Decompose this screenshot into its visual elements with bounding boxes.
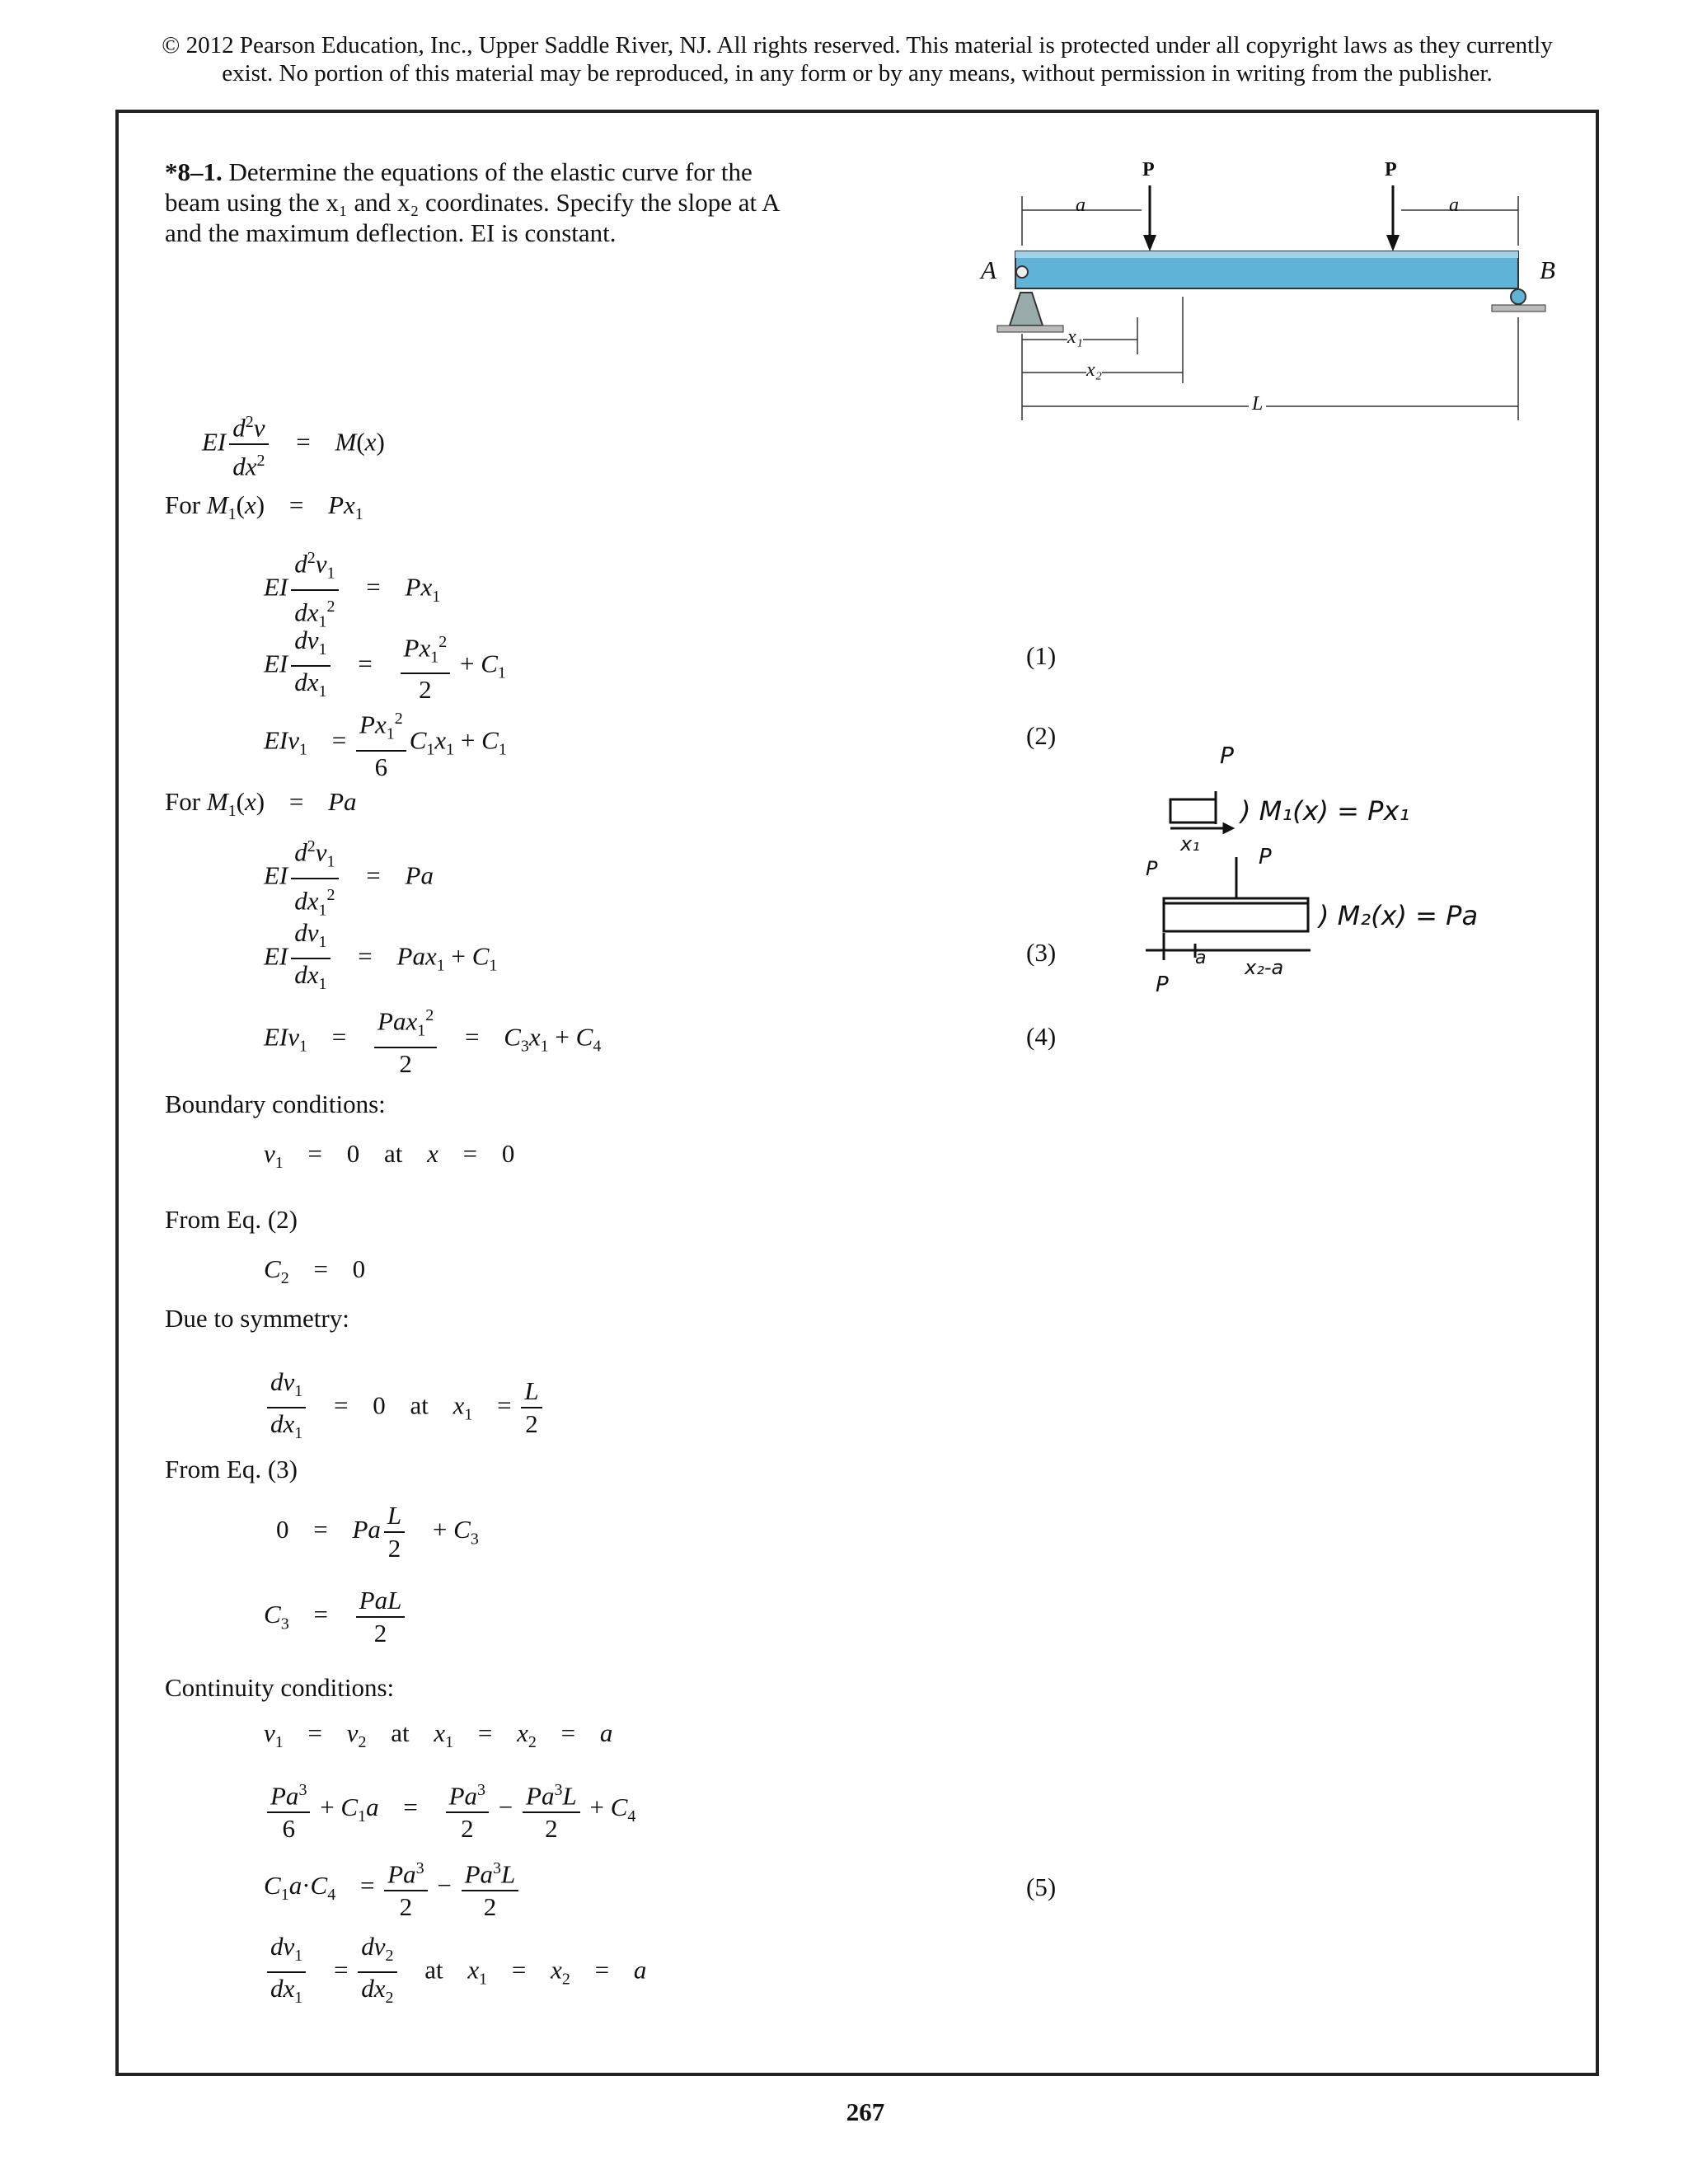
- eq-c1a-c4: $C_1a\cdot C_4$ = $\frac{Pa^3}{2}$ − $\frac{Pa^3L}{2}$: [264, 1854, 522, 1921]
- eq-c3: $C_3$ = $\frac{\text{PaL}}{2}$: [264, 1586, 408, 1647]
- at-word: at: [384, 1139, 403, 1168]
- label-a-right: a: [1449, 194, 1459, 216]
- label-x2: x₂: [1086, 359, 1102, 381]
- copyright-notice: [115, 31, 1599, 87]
- sketch-p-left: P: [1146, 857, 1158, 880]
- sketch-p-mid: P: [1259, 845, 1272, 869]
- eq-number-1: (1): [1026, 641, 1057, 670]
- eq-m2-slope: EI $\frac{dv_1}{dx_1}$ = $Pax_1 + C_1$: [264, 918, 498, 994]
- copyright-line-1: © 2012 Pearson Education, Inc., Upper Saddle River, NJ. All rights reserved. This material is protected under all copyright laws as they currently: [162, 32, 1553, 59]
- from-eq2-heading: From Eq. (2): [165, 1205, 298, 1234]
- sketch-m1: ) M₁(x) = Px₁: [1240, 795, 1410, 827]
- at-word: at: [424, 1955, 443, 1985]
- label-p-left: P: [1142, 159, 1155, 180]
- sketch-x1: x₁: [1180, 832, 1200, 855]
- eq-m1-deflection: EIv$_1$ = $\frac{Px_1^2}{6}$ $C_1x_1 + C_1$: [264, 705, 507, 781]
- label-b-support: B: [1540, 255, 1555, 284]
- eq-slope-continuity: $\frac{dv_1}{dx_1}$ = $\frac{dv_2}{dx_2}$ at $x_1 = x_2 = a$: [264, 1933, 646, 2012]
- for-label-2: For: [165, 787, 201, 816]
- eq-number-4: (4): [1026, 1022, 1057, 1051]
- eq-number-3: (3): [1026, 938, 1057, 967]
- load-arrow-right: [1386, 235, 1400, 251]
- load-arrow-left: [1143, 235, 1156, 251]
- eq-m2-deflection: EIv$_1$ = $\frac{Pax_1^2}{2}$ = $C_3x_1 + C_4$: [264, 1001, 601, 1078]
- continuity-heading: Continuity conditions:: [165, 1673, 395, 1702]
- eq-general: EI $\frac{d^2v}{dx^2}$ = M(x): [202, 408, 385, 481]
- copyright-line-2: exist. No portion of this material may be reproduced, in any form or by any means, without permission in writing from the publisher.: [222, 60, 1493, 87]
- at-word: at: [391, 1718, 410, 1747]
- eq-continuity: $v_1 = v_2$ at $x_1 = x_2 = a$: [264, 1718, 613, 1752]
- for-label-1: For: [165, 490, 201, 519]
- label-p-right: P: [1385, 159, 1397, 180]
- eq-m2-heading: For $M_1(x) = Pa$: [165, 787, 357, 821]
- label-l: L: [1249, 393, 1266, 415]
- symmetry-heading: Due to symmetry:: [165, 1304, 349, 1333]
- from-eq3-heading: From Eq. (3): [165, 1455, 298, 1483]
- eq-symmetry: $\frac{dv_1}{dx_1}$ = 0 at $x_1$ = $\frac{L}{2}$: [264, 1368, 546, 1447]
- free-body-sketch: [1137, 742, 1500, 1005]
- pin-support: [1010, 293, 1043, 326]
- sketch-p-top: P: [1220, 742, 1234, 769]
- eq-number-2: (2): [1026, 721, 1057, 750]
- sketch-a: a: [1195, 948, 1207, 968]
- eq-c3-substitution: 0 = Pa $\frac{L}{2}$ + $C_3$: [276, 1501, 479, 1563]
- beam-figure: [964, 157, 1574, 429]
- label-x1: x₁: [1067, 326, 1083, 348]
- boundary-heading: Boundary conditions:: [165, 1090, 386, 1118]
- problem-text: Determine the equations of the elastic curve for the beam using the x₁ and x₂ coordinates. Specify the slope at A and the maximum deflection. EI is constant.: [165, 157, 779, 247]
- at-word: at: [410, 1390, 429, 1420]
- page-number: 267: [846, 2097, 885, 2126]
- label-a-support: A: [981, 255, 996, 284]
- eq-number-5: (5): [1026, 1872, 1057, 1901]
- eq-m1-second: EI $\frac{d^2v_1}{dx_1^2}$ = $Px_1$: [264, 544, 440, 635]
- problem-statement: [165, 157, 808, 248]
- eq-m1-slope: EI $\frac{dv_1}{dx_1}$ = $\frac{Px_1^2}{2}$ + $C_1$: [264, 626, 506, 705]
- sketch-x2a: x₂-a: [1245, 956, 1284, 979]
- eq-continuity-values: $\frac{Pa^3}{6}$ + $C_1a$ = $\frac{Pa^3}{2}$ − $\frac{Pa^3L}{2}$ + $C_4$: [264, 1776, 635, 1843]
- eq-c2: $C_2 = 0$: [264, 1254, 366, 1288]
- roller-support: [1511, 289, 1526, 304]
- sketch-m2: ) M₂(x) = Pa: [1319, 900, 1479, 931]
- eq-boundary: $v_1 = 0$ at x = 0: [264, 1139, 515, 1173]
- eq-m2-second: EI $\frac{d^2v_1}{dx_1^2}$ = Pa: [264, 832, 434, 924]
- eq-m1-heading: For $M_1(x) = Px_1$: [165, 490, 363, 524]
- label-a-left: a: [1076, 194, 1085, 216]
- sketch-p-bottom: P: [1156, 972, 1169, 997]
- problem-number: *8–1.: [165, 157, 223, 186]
